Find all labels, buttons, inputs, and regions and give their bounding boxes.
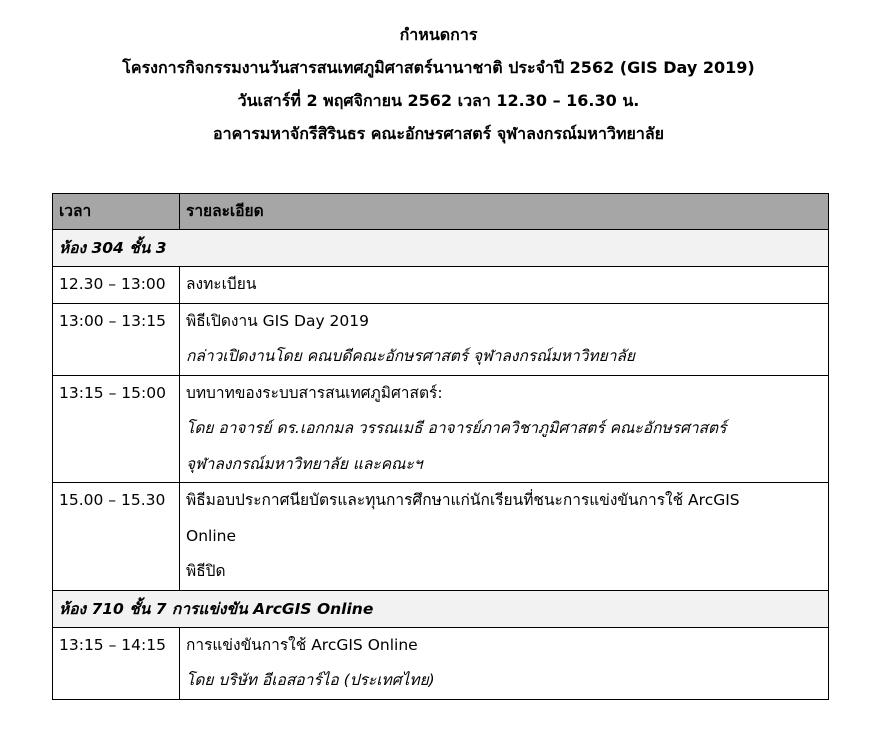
header-venue: อาคารมหาจักรีสิรินธร คณะอักษรศาสตร์ จุฬาลงกรณ์มหาวิทยาลัย — [212, 124, 665, 143]
detail-cell — [180, 627, 829, 699]
detail-cell — [180, 303, 829, 375]
section-row — [53, 590, 829, 627]
detail-line: โดย บริษัท อีเอสอาร์ไอ (ประเทศไทย) — [186, 671, 435, 689]
time-cell: 13:15 – 15:00 — [53, 375, 180, 483]
detail-cell — [180, 267, 829, 304]
detail-line: ลงทะเบียน — [186, 275, 257, 293]
column-header-detail: รายละเอียด — [180, 194, 829, 230]
detail-line: การแข่งขันการใช้ ArcGIS Online — [186, 635, 418, 654]
header-date-time: วันเสาร์ที่ 2 พฤศจิกายน 2562 เวลา 12.30 – 16.30 น. — [237, 91, 640, 110]
section-title: ห้อง 710 ชั้น 7 การแข่งขัน ArcGIS Online — [53, 590, 829, 627]
detail-line: โดย อาจารย์ ดร.เอกกมล วรรณเมธี อาจารย์ภาควิชาภูมิศาสตร์ คณะอักษรศาสตร์ — [186, 419, 727, 437]
table-header-row — [53, 194, 829, 230]
table-row — [53, 483, 829, 591]
time-cell: 12.30 – 13:00 — [53, 267, 180, 304]
detail-line: Online — [186, 526, 236, 545]
detail-line: บทบาทของระบบสารสนเทศภูมิศาสตร์: — [186, 383, 443, 402]
detail-line: จุฬาลงกรณ์มหาวิทยาลัย และคณะฯ — [186, 454, 423, 473]
header-title: กำหนดการ — [399, 25, 478, 44]
section-row — [53, 230, 829, 267]
detail-line: กล่าวเปิดงานโดย คณบดีคณะอักษรศาสตร์ จุฬาลงกรณ์มหาวิทยาลัย — [186, 347, 636, 365]
time-cell: 13:15 – 14:15 — [53, 627, 180, 699]
time-cell: 13:00 – 13:15 — [53, 303, 180, 375]
schedule-table — [52, 193, 829, 700]
section-title: ห้อง 304 ชั้น 3 — [53, 230, 829, 267]
time-cell: 15.00 – 15.30 — [53, 483, 180, 591]
table-row — [53, 627, 829, 699]
column-header-time: เวลา — [53, 194, 180, 230]
table-row — [53, 267, 829, 304]
detail-cell — [180, 483, 829, 591]
header-project-name: โครงการกิจกรรมงานวันสารสนเทศภูมิศาสตร์นานาชาติ ประจำปี 2562 (GIS Day 2019) — [122, 58, 755, 77]
detail-line: พิธีมอบประกาศนียบัตรและทุนการศึกษาแก่นักเรียนที่ชนะการแข่งขันการใช้ ArcGIS — [186, 491, 740, 509]
detail-cell — [180, 375, 829, 483]
table-row — [53, 375, 829, 483]
detail-line: พิธีเปิดงาน GIS Day 2019 — [186, 311, 370, 330]
document-header — [0, 18, 877, 150]
detail-line: พิธีปิด — [186, 562, 226, 580]
table-row — [53, 303, 829, 375]
